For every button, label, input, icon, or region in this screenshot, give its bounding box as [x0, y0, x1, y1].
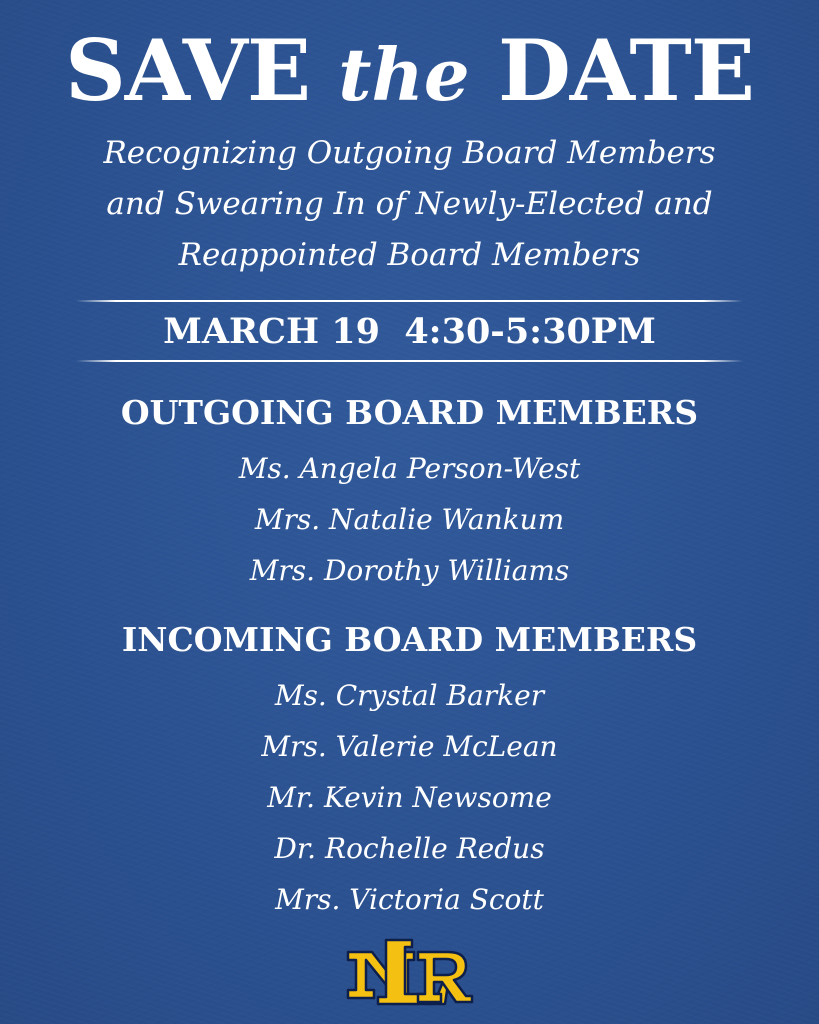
incoming-member: Mrs. Valerie McLean: [261, 730, 558, 763]
headline-date: DATE: [497, 21, 754, 120]
incoming-heading: INCOMING BOARD MEMBERS: [121, 620, 698, 659]
divider-top: [76, 300, 743, 302]
divider-bottom: [76, 360, 743, 362]
incoming-member: Ms. Crystal Barker: [274, 679, 545, 712]
incoming-member: Mr. Kevin Newsome: [267, 781, 552, 814]
nlr-logo: [342, 938, 476, 1012]
incoming-member-list: [0, 670, 819, 925]
headline: [0, 16, 819, 126]
outgoing-member-list: [0, 443, 819, 596]
subtitle-line-2: and Swearing In of Newly-Elected and: [106, 186, 713, 222]
event-subtitle: [30, 128, 789, 281]
headline-the: the: [338, 32, 470, 117]
incoming-member: Dr. Rochelle Redus: [274, 832, 545, 865]
event-date-time: MARCH 19 4:30-5:30PM: [163, 311, 656, 352]
incoming-member: Mrs. Victoria Scott: [275, 883, 544, 916]
outgoing-member: Mrs. Dorothy Williams: [249, 554, 570, 587]
outgoing-member: Mrs. Natalie Wankum: [254, 503, 565, 536]
subtitle-line-3: Reappointed Board Members: [178, 237, 641, 273]
headline-save: SAVE: [65, 21, 311, 120]
outgoing-heading: OUTGOING BOARD MEMBERS: [120, 393, 699, 432]
outgoing-member: Ms. Angela Person-West: [238, 452, 581, 485]
subtitle-line-1: Recognizing Outgoing Board Members: [103, 135, 716, 171]
